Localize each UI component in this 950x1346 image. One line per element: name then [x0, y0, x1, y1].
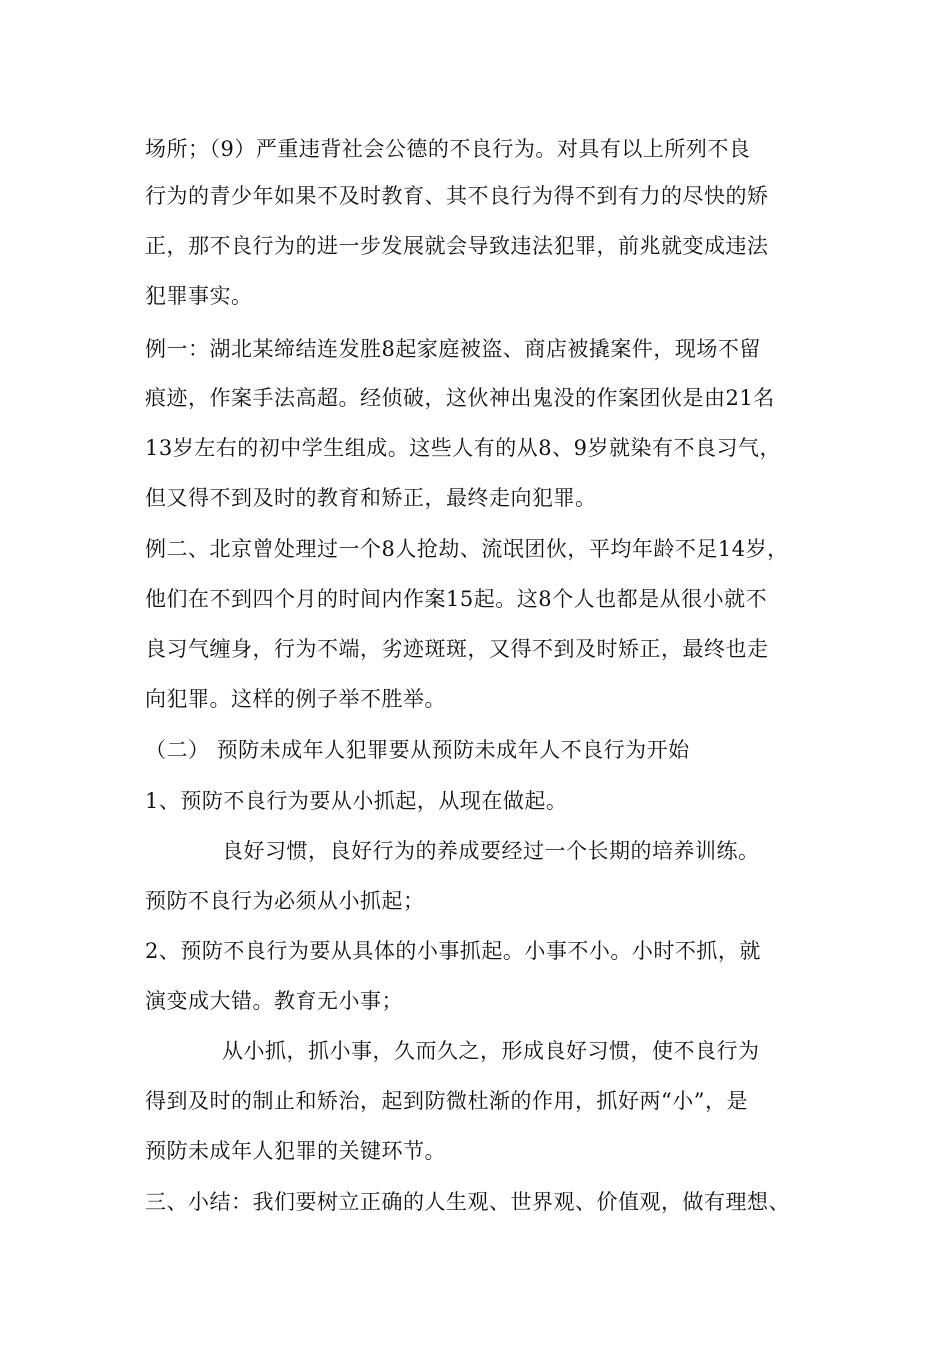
text-line: 预防不良行为必须从小抓起；	[145, 889, 425, 913]
text-line: 场所；（9）严重违背社会公德的不良行为。对具有以上所列不良	[145, 137, 751, 161]
text-line: 从小抓，抓小事，久而久之，形成良好习惯，使不良行为	[222, 1039, 760, 1063]
text-line: 例一：湖北某缔结连发胜8起家庭被盗、商店被撬案件，现场不留	[145, 337, 761, 361]
text-line: 良习气缠身，行为不端，劣迹斑斑，又得不到及时矫正，最终也走	[145, 637, 769, 661]
text-line: 犯罪事实。	[145, 284, 253, 308]
text-line: 他们在不到四个月的时间内作案15起。这8个人也都是从很小就不	[145, 587, 768, 611]
text-line: 良好习惯，良好行为的养成要经过一个长期的培养训练。	[222, 839, 760, 863]
text-line: 正，那不良行为的进一步发展就会导致违法犯罪，前兆就变成违法	[145, 234, 769, 258]
text-line: 但又得不到及时的教育和矫正，最终走向犯罪。	[145, 486, 597, 510]
list-item: 1、预防不良行为要从小抓起，从现在做起。	[145, 789, 568, 813]
text-line: 预防未成年人犯罪的关键环节。	[145, 1139, 446, 1163]
text-line: 例二、北京曾处理过一个8人抢劫、流氓团伙，平均年龄不足14岁，	[145, 537, 789, 561]
text-line: 13岁左右的初中学生组成。这些人有的从8、9岁就染有不良习气，	[145, 436, 781, 460]
list-item: 2、预防不良行为要从具体的小事抓起。小事不小。小时不抓，就	[145, 939, 761, 963]
text-line: 向犯罪。这样的例子举不胜举。	[145, 687, 446, 711]
text-line: 得到及时的制止和矫治，起到防微杜渐的作用，抓好两“小”，是	[145, 1089, 748, 1113]
section-heading: 三、小结：我们要树立正确的人生观、世界观、价值观，做有理想、	[145, 1190, 790, 1214]
text-line: 演变成大错。教育无小事；	[145, 989, 403, 1013]
section-heading: （二） 预防未成年人犯罪要从预防未成年人不良行为开始	[145, 738, 690, 762]
text-line: 行为的青少年如果不及时教育、其不良行为得不到有力的尽快的矫	[145, 184, 769, 208]
text-line: 痕迹，作案手法高超。经侦破，这伙神出鬼没的作案团伙是由21名	[145, 386, 775, 410]
